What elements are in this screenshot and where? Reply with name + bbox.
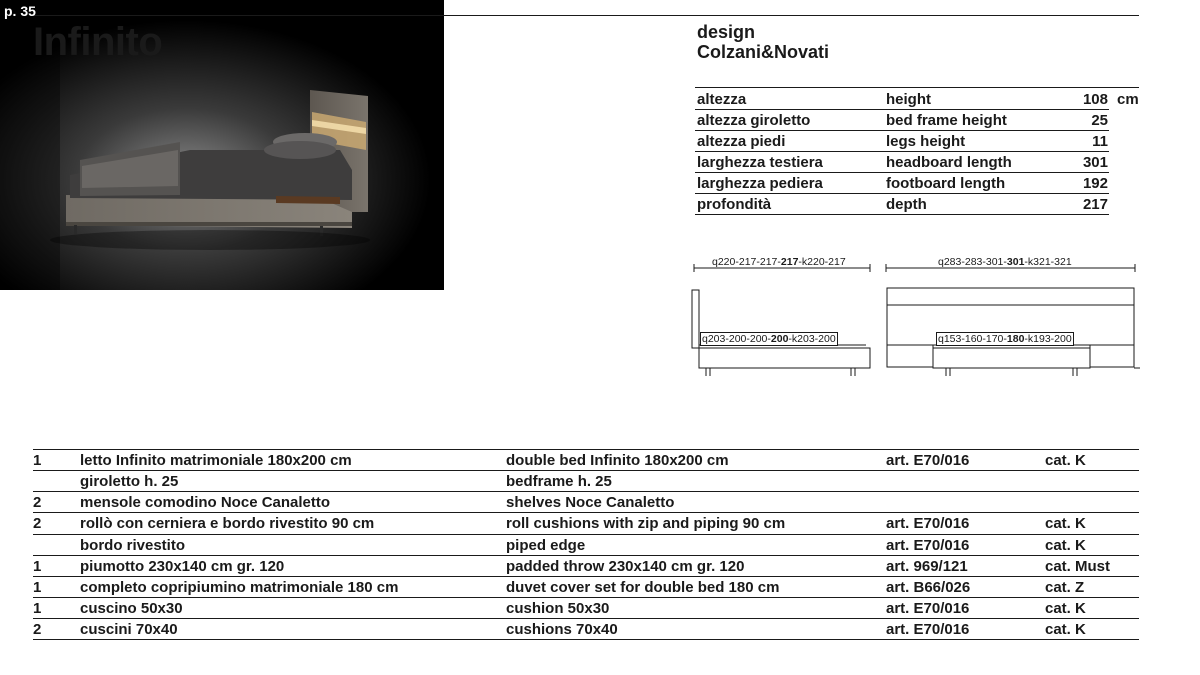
item-desc-en: shelves Noce Canaletto: [506, 494, 675, 511]
item-qty: 1: [33, 558, 42, 575]
dim-value: 301: [1082, 154, 1108, 171]
front-width-label: q283-283-301-301-k321-321: [938, 256, 1072, 268]
dim-label-en: footboard length: [886, 175, 1006, 192]
item-qty: 1: [33, 579, 42, 596]
item-category: cat. K: [1045, 621, 1086, 638]
technical-drawings: [686, 250, 1140, 380]
dim-label-it: larghezza testiera: [697, 154, 823, 171]
item-desc-en: cushion 50x30: [506, 600, 610, 617]
item-article: art. E70/016: [886, 537, 970, 554]
list-item: [33, 513, 1139, 533]
item-category: cat. Z: [1045, 579, 1085, 596]
list-item: [33, 556, 1139, 576]
dims-rule-top: [695, 87, 1139, 88]
dim-label-it: altezza piedi: [697, 133, 786, 150]
page-title: Infinito: [33, 20, 163, 64]
item-article: art. E70/016: [886, 452, 970, 469]
dim-label-en: depth: [886, 196, 927, 213]
list-item: [33, 450, 1139, 470]
item-category: cat. K: [1045, 537, 1086, 554]
item-article: art. 969/121: [886, 558, 968, 575]
dim-label-en: legs height: [886, 133, 966, 150]
list-item: [33, 471, 1139, 491]
item-qty: 1: [33, 600, 42, 617]
item-desc-it: rollò con cerniera e bordo rivestito 90 cm: [80, 515, 375, 532]
item-article: art. B66/026: [886, 579, 971, 596]
item-desc-it: piumotto 230x140 cm gr. 120: [80, 558, 285, 575]
dim-label-en: headboard length: [886, 154, 1012, 171]
dims-rule-bottom: [695, 214, 1109, 215]
side-mattress-label: q203-200-200-200-k203-200: [702, 333, 836, 345]
dim-value: 11: [1092, 133, 1108, 150]
dim-label-it: altezza giroletto: [697, 112, 811, 129]
item-desc-it: completo copripiumino matrimoniale 180 cm: [80, 579, 399, 596]
item-desc-it: mensole comodino Noce Canaletto: [80, 494, 331, 511]
item-qty: 2: [33, 515, 42, 532]
item-article: art. E70/016: [886, 600, 970, 617]
front-mattress-label: q153-160-170-180-k193-200: [938, 333, 1072, 345]
dim-value: 25: [1091, 112, 1108, 129]
dim-label-it: altezza: [697, 91, 747, 108]
header-rule: [33, 15, 1139, 16]
dim-label-it: profondità: [697, 196, 772, 213]
dim-label-en: bed frame height: [886, 112, 1007, 129]
dim-row-bed-frame-height: [695, 110, 1139, 130]
item-category: cat. K: [1045, 452, 1086, 469]
list-item: [33, 577, 1139, 597]
item-desc-en: bedframe h. 25: [506, 473, 612, 490]
item-desc-it: giroletto h. 25: [80, 473, 179, 490]
item-desc-it: letto Infinito matrimoniale 180x200 cm: [80, 452, 352, 469]
side-depth-label: q220-217-217-217-k220-217: [712, 256, 846, 268]
dim-row-footboard-length: [695, 173, 1139, 193]
dim-row-height: [695, 89, 1139, 109]
item-desc-it: bordo rivestito: [80, 537, 186, 554]
item-desc-en: roll cushions with zip and piping 90 cm: [506, 515, 786, 532]
dim-row-legs-height: [695, 131, 1139, 151]
design-label: design: [697, 22, 756, 42]
dim-row-headboard-length: [695, 152, 1139, 172]
dim-unit: cm: [1117, 91, 1139, 108]
dim-value: 217: [1082, 196, 1108, 213]
page-reference: p. 35: [4, 3, 36, 19]
dim-label-it: larghezza pediera: [697, 175, 823, 192]
list-item: [33, 492, 1139, 512]
designer-name: Colzani&Novati: [697, 42, 830, 62]
item-qty: 2: [33, 621, 42, 638]
item-category: cat. K: [1045, 515, 1086, 532]
list-item: [33, 619, 1139, 639]
item-desc-it: cuscino 50x30: [80, 600, 183, 617]
item-desc-en: cushions 70x40: [506, 621, 618, 638]
item-desc-it: cuscini 70x40: [80, 621, 178, 638]
item-qty: 2: [33, 494, 42, 511]
item-category: cat. K: [1045, 600, 1086, 617]
item-category: cat. Must: [1045, 558, 1111, 575]
item-article: art. E70/016: [886, 515, 970, 532]
item-article: art. E70/016: [886, 621, 970, 638]
item-desc-en: double bed Infinito 180x200 cm: [506, 452, 729, 469]
item-desc-en: piped edge: [506, 537, 586, 554]
dim-row-depth: [695, 194, 1139, 214]
item-desc-en: duvet cover set for double bed 180 cm: [506, 579, 780, 596]
dim-value: 192: [1082, 175, 1108, 192]
item-desc-en: padded throw 230x140 cm gr. 120: [506, 558, 745, 575]
items-rule-bottom: [33, 639, 1139, 640]
item-qty: 1: [33, 452, 42, 469]
dim-label-en: height: [886, 91, 931, 108]
dim-value: 108: [1082, 91, 1108, 108]
list-item: [33, 598, 1139, 618]
list-item: [33, 535, 1139, 555]
